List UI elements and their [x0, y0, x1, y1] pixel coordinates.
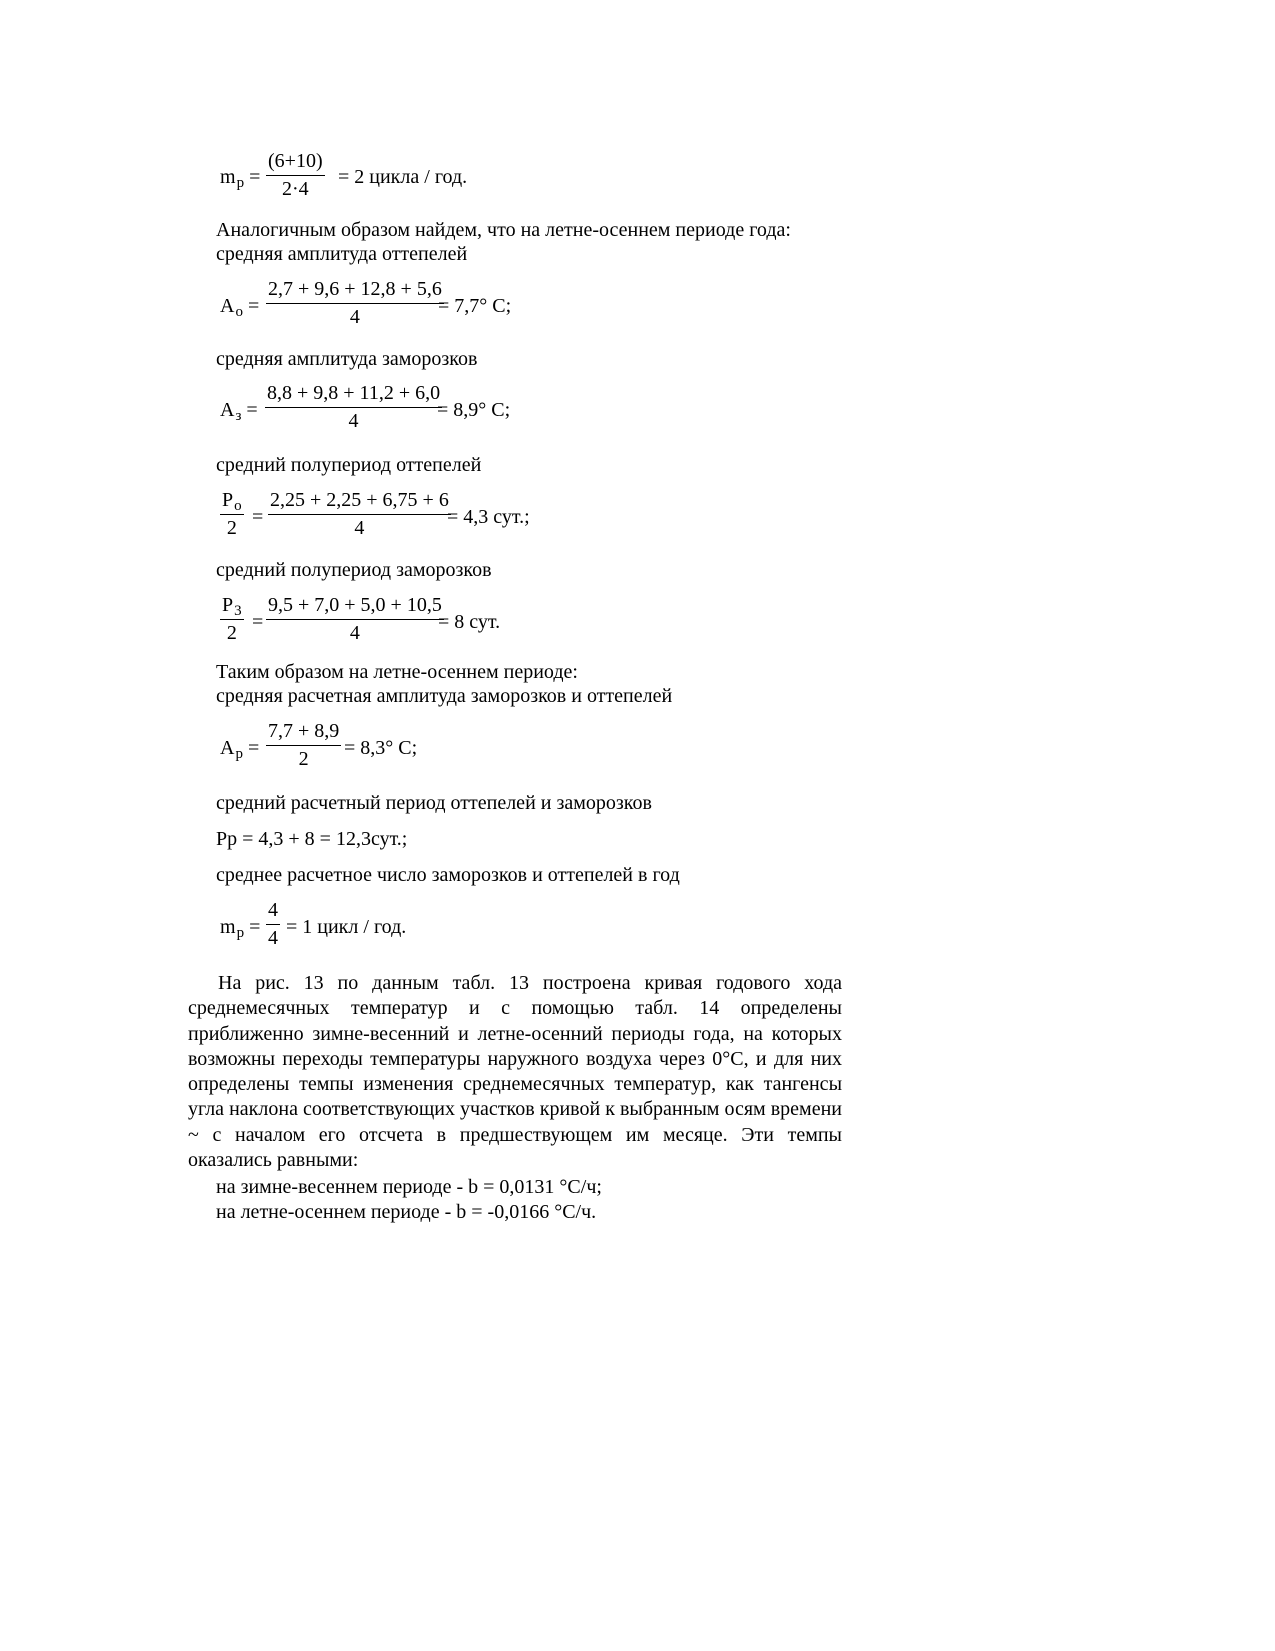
text-calc-period: средний расчетный период оттепелей и заморозков: [216, 792, 652, 814]
text-avg-amp-frost: средняя амплитуда заморозков: [216, 348, 478, 370]
formula-rhs: = 4,3 сут.;: [447, 506, 530, 528]
fraction-denominator: 4: [349, 622, 360, 644]
formula-lhs: $A_р$ =: [220, 737, 260, 762]
fraction-denominator: 4: [349, 306, 360, 328]
fraction-denominator: 4: [268, 927, 278, 949]
fraction-denominator: 2·4: [281, 178, 309, 200]
formula-rhs: = 8,9° C;: [437, 399, 511, 421]
formula-rhs: = 8,3° C;: [344, 737, 418, 759]
fraction-numerator: 2,25 + 2,25 + 6,75 + 6: [270, 489, 449, 511]
formula-fraction: [266, 594, 444, 645]
fraction-numerator: 2,7 + 9,6 + 12,8 + 5,6: [268, 278, 442, 300]
text-calc-amp: средняя расчетная амплитуда заморозков и оттепелей: [216, 685, 673, 707]
fraction-denominator: 4: [354, 517, 365, 539]
text-avg-half-frost: средний полупериод заморозков: [216, 559, 492, 581]
formula-fraction: [265, 382, 442, 433]
formula-lhs-fraction: $P_3$ 2: [222, 594, 242, 644]
formula-fraction: [266, 150, 325, 201]
formula-rhs: = 8 сут.: [438, 611, 501, 633]
formula-fraction: [266, 720, 341, 771]
formula-fraction: [266, 278, 444, 329]
fraction-denominator: 4: [348, 410, 359, 432]
text-avg-half-thaw: средний полупериод оттепелей: [216, 454, 482, 476]
text-rate-winter: на зимне-весеннем периоде - b = 0,0131 °С/ч;: [216, 1176, 602, 1198]
text-avg-amp-thaw: средняя амплитуда оттепелей: [216, 243, 468, 265]
formula-lhs: $A_о$ =: [220, 295, 260, 320]
main-paragraph: На рис. 13 по данным табл. 13 построена кривая годового хода среднемесячных температур и с помощью табл. 14 определены приближенно зимне-весенний и летне-осенний периоды года, на которых возможны переходы температуры наружного воздуха через 0°С, и для них определены темпы изменения среднемесячных температур, как тангенсы угла наклона соответствующих участков кривой к выбранным осям времени ~ с началом его отсчета в предшествующем им месяце. Эти темпы оказались равными:: [188, 972, 842, 1172]
formula-lhs-fraction: $P_о$ 2: [222, 489, 242, 539]
formula-lhs: $m_р$ =: [220, 916, 261, 941]
formula-equals: =: [252, 611, 264, 633]
text-thus: Таким образом на летне-осеннем периоде:: [216, 661, 578, 683]
formula-lhs: $m_р$ =: [220, 166, 261, 191]
fraction-numerator: 4: [268, 899, 278, 921]
formula-rhs: = 1 цикл / год.: [286, 916, 407, 938]
formula-lhs: $A_з$ =: [220, 399, 258, 424]
text-calc-count: среднее расчетное число заморозков и оттепелей в год: [216, 864, 680, 886]
text-Pp: Рр = 4,3 + 8 = 12,3сут.;: [216, 828, 408, 850]
fraction-numerator: (6+10): [268, 150, 323, 172]
text-analog: Аналогичным образом найдем, что на летне-осеннем периоде года:: [216, 219, 791, 241]
formula-fraction: [268, 489, 451, 540]
formula-equals: =: [252, 506, 264, 528]
fraction-denominator: 2: [298, 748, 309, 770]
formula-rhs: = 7,7° C;: [438, 295, 512, 317]
text-rate-summer: на летне-осеннем периоде - b = -0,0166 °С/ч.: [216, 1201, 597, 1223]
formula-fraction: [266, 899, 280, 950]
formula-rhs: = 2 цикла / год.: [338, 166, 468, 188]
fraction-numerator: 8,8 + 9,8 + 11,2 + 6,0: [267, 382, 441, 404]
fraction-numerator: 7,7 + 8,9: [268, 720, 340, 742]
fraction-numerator: 9,5 + 7,0 + 5,0 + 10,5: [268, 594, 442, 616]
